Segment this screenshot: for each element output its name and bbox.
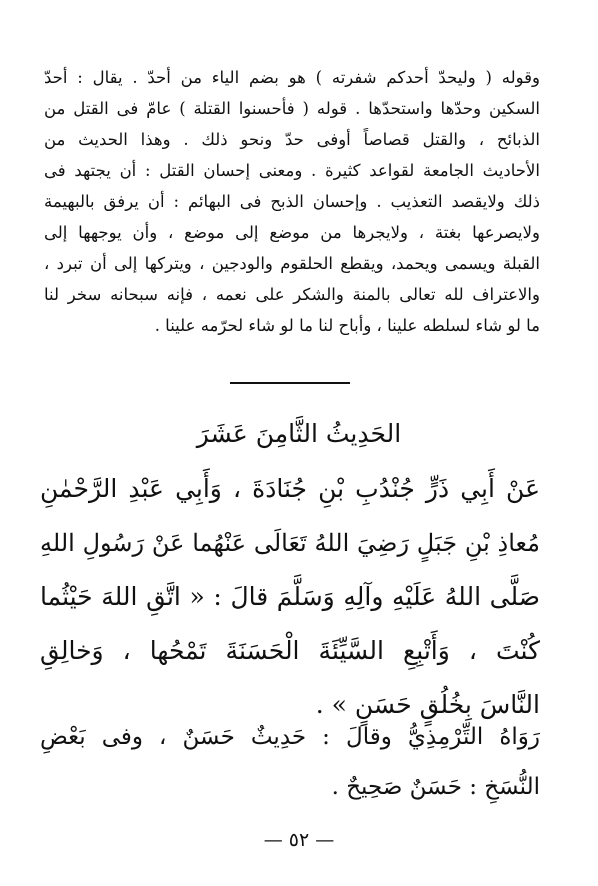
commentary-line: الأحاديث الجامعة لقواعد كثيرة . ومعنى إحسان القتل : أن يجتهد فى [44,161,540,180]
source-line: رَوَاهُ التِّرْمِذِيُّ وقالَ : حَدِيثٌ حَسَنٌ ، وفى بَعْضِ [40,724,540,750]
commentary-paragraph [44,62,540,341]
hadith-line: عَنْ أَبِي ذَرٍّ جُنْدُبِ بْنِ جُنَادَةَ ، وَأَبِي عَبْدِ الرَّحْمٰنِ [40,474,540,503]
section-divider [230,382,350,384]
commentary-line: وقوله ( وليحدّ أحدكم شفرته ) هو بضم الياء من أحدّ . يقال : أحدّ [44,68,540,87]
commentary-line: ذلك ولايقصد التعذيب . وإحسان الذبح فى البهائم : أن يرفق بالبهيمة [44,192,540,211]
hadith-line: مُعاذِ بْنِ جَبَلٍ رَضِيَ اللهُ تَعَالَى عَنْهُما عَنْ رَسُولِ اللهِ [40,529,540,557]
commentary-line: ما لو شاء لسلطه علينا ، وأباح لنا ما لو شاء لحرّمه علينا . [154,316,540,335]
commentary-line: الذبائح ، والقتل قصاصاً أوفى حدّ ونحو ذلك . وهذا الحديث من [44,130,540,149]
commentary-line: ولايصرعها بغتة ، ولايجرها من موضع إلى موضع ، وأن يوجهها إلى [44,223,540,242]
hadith-line: كُنْتَ ، وَأَتْبِعِ السَّيِّئَةَ الْحَسَنَةَ تَمْحُها ، وَخالِقِ [40,636,540,665]
commentary-line: القبلة ويسمى ويحمد، ويقطع الحلقوم والودجين ، ويتركها إلى أن تبرد ، [44,254,540,273]
hadith-source [40,712,540,812]
hadith-line: صَلَّى اللهُ عَلَيْهِ وآلِهِ وَسَلَّمَ قالَ : « اتَّقِ اللهَ حَيْثُما [40,582,540,611]
hadith-line: النَّاسَ بِخُلُقٍ حَسَنٍ » . [315,690,540,719]
commentary-line: والاعتراف لله تعالى بالمنة والشكر على نعمه ، فإنه سبحانه سخر لنا [44,285,540,304]
hadith-heading: الحَدِيثُ الثَّامِنَ عَشَرَ [196,419,402,448]
commentary-line: السكين وحدّها واستحدّها . قوله ( فأحسنوا القتلة ) عامّ فى القتل من [44,99,540,118]
hadith-text [40,462,540,732]
source-line: النُّسَخِ : حَسَنٌ صَحِيحٌ . [331,774,540,800]
page-number: — ٥٢ — [263,829,335,851]
